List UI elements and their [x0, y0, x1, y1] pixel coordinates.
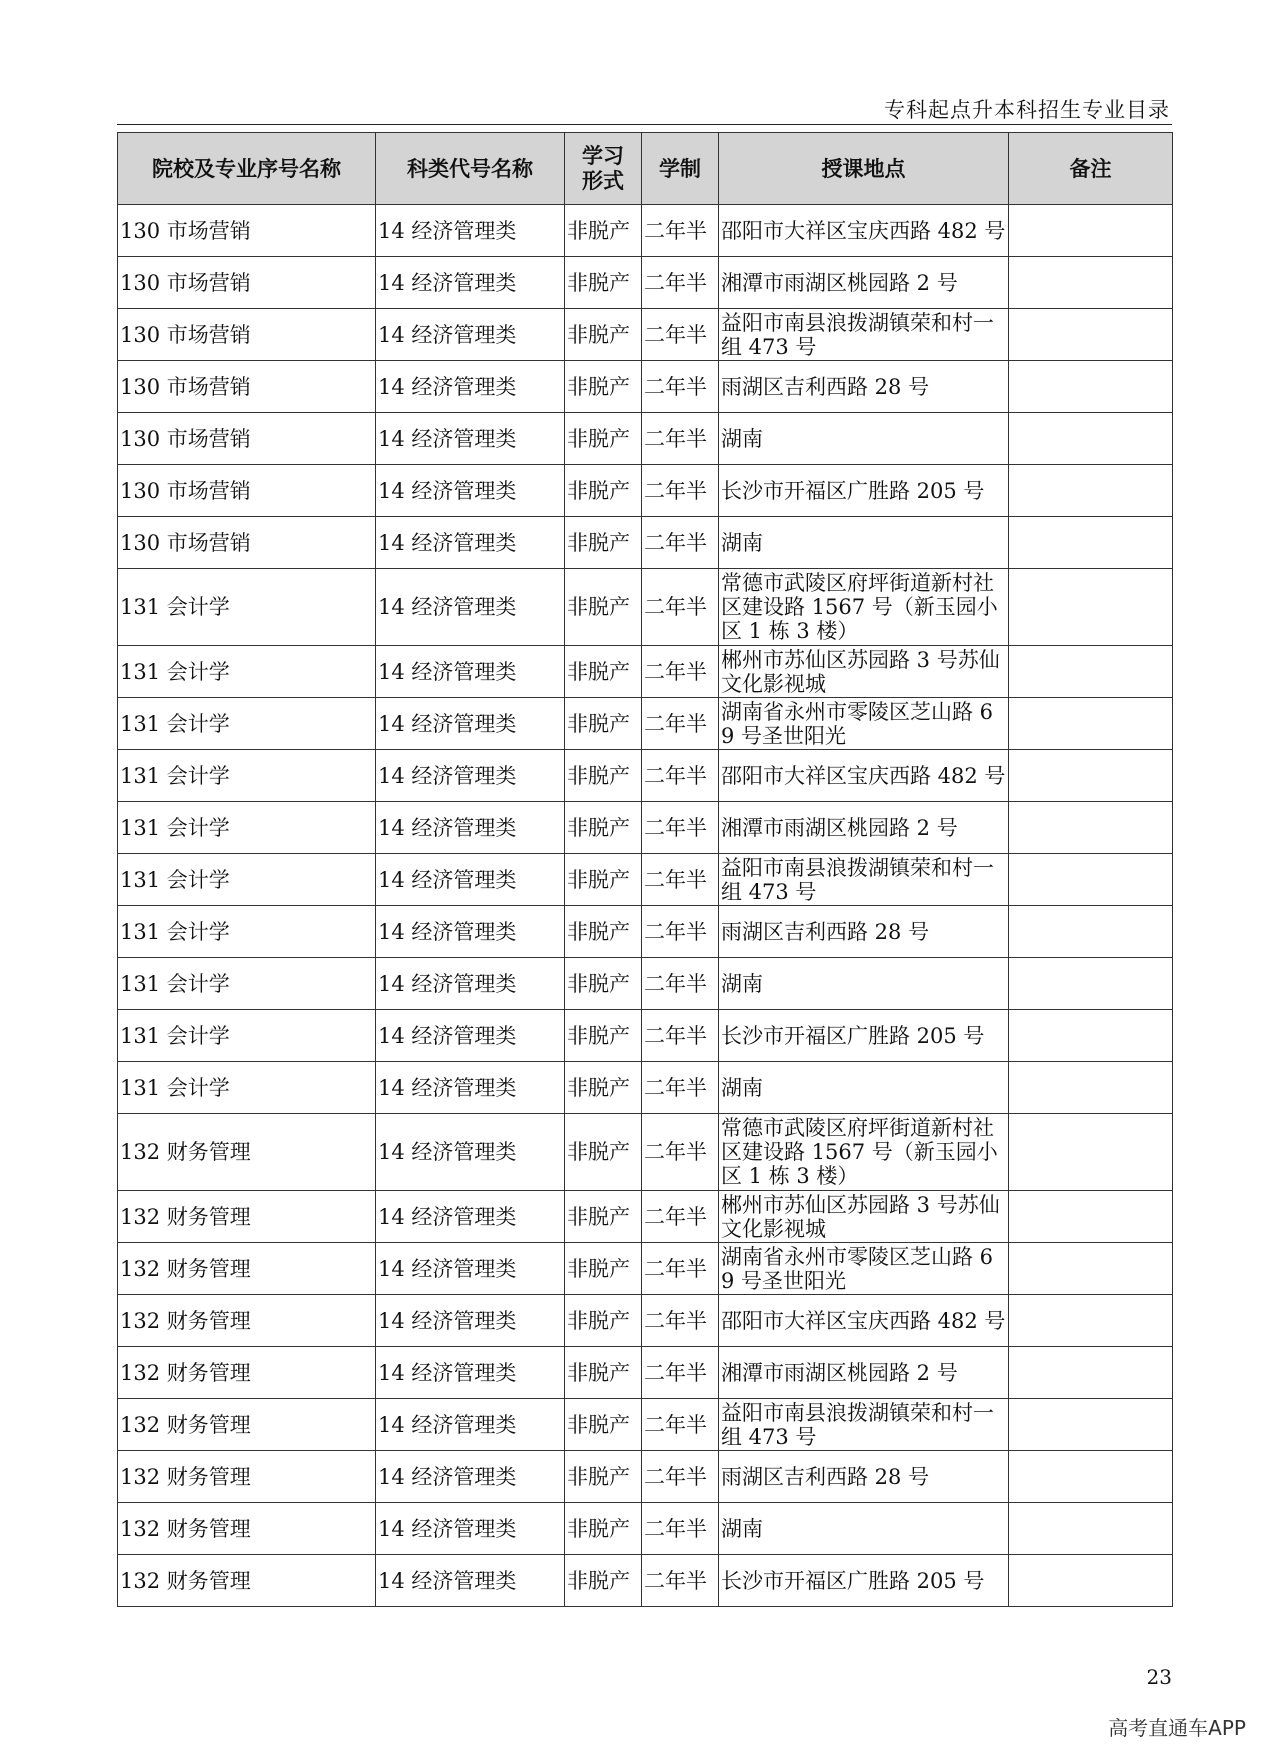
header-duration: 学制	[642, 133, 719, 205]
cell-category: 14 经济管理类	[376, 517, 565, 569]
cell-note	[1009, 1010, 1173, 1062]
cell-duration: 二年半	[642, 958, 719, 1010]
cell-category: 14 经济管理类	[376, 646, 565, 698]
cell-category: 14 经济管理类	[376, 205, 565, 257]
cell-note	[1009, 569, 1173, 646]
cell-major: 131 会计学	[118, 646, 376, 698]
cell-duration: 二年半	[642, 465, 719, 517]
cell-category: 14 经济管理类	[376, 413, 565, 465]
cell-note	[1009, 309, 1173, 361]
table-row	[118, 1114, 1173, 1191]
table-row	[118, 958, 1173, 1010]
cell-duration: 二年半	[642, 1010, 719, 1062]
cell-location: 常德市武陵区府坪街道新村社区建设路 1567 号（新玉园小区 1 栋 3 楼）	[719, 1114, 1009, 1191]
header-study-form-line2: 形式	[582, 168, 624, 193]
cell-major: 130 市场营销	[118, 361, 376, 413]
cell-duration: 二年半	[642, 1114, 719, 1191]
cell-location: 湖南省永州市零陵区芝山路 69 号圣世阳光	[719, 698, 1009, 750]
cell-duration: 二年半	[642, 854, 719, 906]
cell-study-form: 非脱产	[565, 646, 642, 698]
cell-study-form: 非脱产	[565, 1451, 642, 1503]
cell-location: 长沙市开福区广胜路 205 号	[719, 1555, 1009, 1607]
table-row	[118, 802, 1173, 854]
cell-note	[1009, 1399, 1173, 1451]
cell-study-form: 非脱产	[565, 1243, 642, 1295]
cell-category: 14 经济管理类	[376, 802, 565, 854]
cell-location: 长沙市开福区广胜路 205 号	[719, 465, 1009, 517]
cell-category: 14 经济管理类	[376, 257, 565, 309]
cell-note	[1009, 465, 1173, 517]
cell-study-form: 非脱产	[565, 1347, 642, 1399]
header-row	[118, 133, 1173, 205]
cell-location: 益阳市南县浪拨湖镇荣和村一组 473 号	[719, 854, 1009, 906]
cell-major: 130 市场营销	[118, 413, 376, 465]
cell-major: 132 财务管理	[118, 1347, 376, 1399]
cell-duration: 二年半	[642, 906, 719, 958]
table-body	[118, 205, 1173, 1607]
cell-category: 14 经济管理类	[376, 750, 565, 802]
cell-study-form: 非脱产	[565, 906, 642, 958]
cell-category: 14 经济管理类	[376, 1010, 565, 1062]
cell-note	[1009, 1062, 1173, 1114]
cell-note	[1009, 1347, 1173, 1399]
cell-major: 132 财务管理	[118, 1295, 376, 1347]
cell-study-form: 非脱产	[565, 413, 642, 465]
cell-location: 雨湖区吉利西路 28 号	[719, 361, 1009, 413]
table-row	[118, 413, 1173, 465]
cell-note	[1009, 1243, 1173, 1295]
cell-duration: 二年半	[642, 698, 719, 750]
cell-duration: 二年半	[642, 646, 719, 698]
table-row	[118, 205, 1173, 257]
cell-study-form: 非脱产	[565, 1295, 642, 1347]
cell-major: 130 市场营销	[118, 257, 376, 309]
table-header	[118, 133, 1173, 205]
cell-major: 131 会计学	[118, 750, 376, 802]
cell-duration: 二年半	[642, 1555, 719, 1607]
cell-location: 益阳市南县浪拨湖镇荣和村一组 473 号	[719, 1399, 1009, 1451]
cell-duration: 二年半	[642, 257, 719, 309]
header-divider	[117, 124, 1172, 125]
cell-duration: 二年半	[642, 517, 719, 569]
cell-category: 14 经济管理类	[376, 1503, 565, 1555]
table-row	[118, 361, 1173, 413]
cell-category: 14 经济管理类	[376, 1451, 565, 1503]
cell-category: 14 经济管理类	[376, 1347, 565, 1399]
cell-study-form: 非脱产	[565, 205, 642, 257]
cell-study-form: 非脱产	[565, 465, 642, 517]
cell-category: 14 经济管理类	[376, 1243, 565, 1295]
table-row	[118, 1295, 1173, 1347]
cell-study-form: 非脱产	[565, 698, 642, 750]
cell-note	[1009, 517, 1173, 569]
cell-study-form: 非脱产	[565, 1010, 642, 1062]
cell-major: 131 会计学	[118, 854, 376, 906]
cell-study-form: 非脱产	[565, 802, 642, 854]
cell-study-form: 非脱产	[565, 1399, 642, 1451]
cell-duration: 二年半	[642, 413, 719, 465]
cell-duration: 二年半	[642, 1191, 719, 1243]
cell-category: 14 经济管理类	[376, 906, 565, 958]
cell-major: 132 财务管理	[118, 1503, 376, 1555]
table-row	[118, 698, 1173, 750]
cell-location: 湖南	[719, 1503, 1009, 1555]
header-category: 科类代号名称	[376, 133, 565, 205]
cell-location: 湘潭市雨湖区桃园路 2 号	[719, 1347, 1009, 1399]
cell-study-form: 非脱产	[565, 1191, 642, 1243]
cell-note	[1009, 1191, 1173, 1243]
cell-location: 湖南	[719, 958, 1009, 1010]
cell-category: 14 经济管理类	[376, 1114, 565, 1191]
table-row	[118, 854, 1173, 906]
cell-study-form: 非脱产	[565, 517, 642, 569]
cell-note	[1009, 1503, 1173, 1555]
cell-note	[1009, 802, 1173, 854]
cell-note	[1009, 1555, 1173, 1607]
cell-duration: 二年半	[642, 802, 719, 854]
cell-major: 132 财务管理	[118, 1191, 376, 1243]
cell-location: 湖南省永州市零陵区芝山路 69 号圣世阳光	[719, 1243, 1009, 1295]
cell-location: 湘潭市雨湖区桃园路 2 号	[719, 257, 1009, 309]
cell-location: 益阳市南县浪拨湖镇荣和村一组 473 号	[719, 309, 1009, 361]
cell-note	[1009, 1114, 1173, 1191]
cell-major: 132 财务管理	[118, 1243, 376, 1295]
cell-note	[1009, 1451, 1173, 1503]
cell-location: 郴州市苏仙区苏园路 3 号苏仙文化影视城	[719, 646, 1009, 698]
watermark-text: 高考直通车APP	[1108, 1716, 1246, 1740]
cell-category: 14 经济管理类	[376, 1295, 565, 1347]
cell-note	[1009, 413, 1173, 465]
cell-duration: 二年半	[642, 1347, 719, 1399]
cell-study-form: 非脱产	[565, 750, 642, 802]
cell-duration: 二年半	[642, 205, 719, 257]
table-row	[118, 517, 1173, 569]
cell-category: 14 经济管理类	[376, 1191, 565, 1243]
cell-major: 130 市场营销	[118, 309, 376, 361]
header-study-form	[565, 133, 642, 205]
cell-major: 132 财务管理	[118, 1451, 376, 1503]
cell-category: 14 经济管理类	[376, 1555, 565, 1607]
table-row	[118, 257, 1173, 309]
cell-category: 14 经济管理类	[376, 465, 565, 517]
cell-location: 邵阳市大祥区宝庆西路 482 号	[719, 1295, 1009, 1347]
cell-duration: 二年半	[642, 1062, 719, 1114]
table-row	[118, 569, 1173, 646]
header-location: 授课地点	[719, 133, 1009, 205]
table-row	[118, 1555, 1173, 1607]
cell-location: 邵阳市大祥区宝庆西路 482 号	[719, 750, 1009, 802]
cell-study-form: 非脱产	[565, 854, 642, 906]
cell-note	[1009, 906, 1173, 958]
cell-major: 131 会计学	[118, 698, 376, 750]
cell-duration: 二年半	[642, 361, 719, 413]
table-row	[118, 1399, 1173, 1451]
cell-study-form: 非脱产	[565, 1062, 642, 1114]
cell-note	[1009, 646, 1173, 698]
cell-major: 130 市场营销	[118, 205, 376, 257]
cell-study-form: 非脱产	[565, 1503, 642, 1555]
cell-duration: 二年半	[642, 309, 719, 361]
cell-major: 131 会计学	[118, 958, 376, 1010]
table-row	[118, 646, 1173, 698]
cell-duration: 二年半	[642, 569, 719, 646]
cell-note	[1009, 1295, 1173, 1347]
cell-location: 邵阳市大祥区宝庆西路 482 号	[719, 205, 1009, 257]
table-row	[118, 1503, 1173, 1555]
cell-category: 14 经济管理类	[376, 309, 565, 361]
cell-study-form: 非脱产	[565, 1114, 642, 1191]
cell-major: 131 会计学	[118, 1010, 376, 1062]
cell-major: 132 财务管理	[118, 1399, 376, 1451]
page-header-title: 专科起点升本科招生专业目录	[884, 98, 1170, 122]
page-number: 23	[1146, 1665, 1172, 1689]
cell-category: 14 经济管理类	[376, 1062, 565, 1114]
cell-major: 130 市场营销	[118, 465, 376, 517]
cell-location: 雨湖区吉利西路 28 号	[719, 1451, 1009, 1503]
cell-location: 湖南	[719, 517, 1009, 569]
cell-note	[1009, 958, 1173, 1010]
cell-study-form: 非脱产	[565, 1555, 642, 1607]
cell-location: 常德市武陵区府坪街道新村社区建设路 1567 号（新玉园小区 1 栋 3 楼）	[719, 569, 1009, 646]
table-row	[118, 465, 1173, 517]
table-row	[118, 1010, 1173, 1062]
cell-study-form: 非脱产	[565, 569, 642, 646]
cell-note	[1009, 361, 1173, 413]
cell-location: 湖南	[719, 1062, 1009, 1114]
cell-note	[1009, 257, 1173, 309]
cell-study-form: 非脱产	[565, 257, 642, 309]
cell-study-form: 非脱产	[565, 309, 642, 361]
cell-location: 雨湖区吉利西路 28 号	[719, 906, 1009, 958]
cell-category: 14 经济管理类	[376, 1399, 565, 1451]
admission-catalog-table	[117, 132, 1173, 1607]
cell-duration: 二年半	[642, 1451, 719, 1503]
cell-duration: 二年半	[642, 1399, 719, 1451]
header-study-form-line1: 学习	[582, 143, 624, 168]
cell-duration: 二年半	[642, 1243, 719, 1295]
table-row	[118, 1347, 1173, 1399]
cell-location: 湖南	[719, 413, 1009, 465]
cell-duration: 二年半	[642, 1503, 719, 1555]
table-row	[118, 906, 1173, 958]
table-row	[118, 1243, 1173, 1295]
cell-study-form: 非脱产	[565, 361, 642, 413]
header-note: 备注	[1009, 133, 1173, 205]
cell-note	[1009, 698, 1173, 750]
cell-category: 14 经济管理类	[376, 958, 565, 1010]
cell-category: 14 经济管理类	[376, 698, 565, 750]
header-major: 院校及专业序号名称	[118, 133, 376, 205]
cell-note	[1009, 750, 1173, 802]
cell-category: 14 经济管理类	[376, 569, 565, 646]
cell-major: 131 会计学	[118, 802, 376, 854]
cell-category: 14 经济管理类	[376, 854, 565, 906]
cell-major: 130 市场营销	[118, 517, 376, 569]
cell-major: 131 会计学	[118, 906, 376, 958]
cell-note	[1009, 854, 1173, 906]
table-row	[118, 1451, 1173, 1503]
cell-location: 郴州市苏仙区苏园路 3 号苏仙文化影视城	[719, 1191, 1009, 1243]
cell-duration: 二年半	[642, 1295, 719, 1347]
cell-major: 131 会计学	[118, 1062, 376, 1114]
cell-category: 14 经济管理类	[376, 361, 565, 413]
table-row	[118, 750, 1173, 802]
cell-major: 132 财务管理	[118, 1114, 376, 1191]
cell-major: 132 财务管理	[118, 1555, 376, 1607]
table-row	[118, 1191, 1173, 1243]
cell-location: 湘潭市雨湖区桃园路 2 号	[719, 802, 1009, 854]
cell-major: 131 会计学	[118, 569, 376, 646]
cell-study-form: 非脱产	[565, 958, 642, 1010]
table-row	[118, 309, 1173, 361]
table-row	[118, 1062, 1173, 1114]
cell-duration: 二年半	[642, 750, 719, 802]
cell-location: 长沙市开福区广胜路 205 号	[719, 1010, 1009, 1062]
cell-note	[1009, 205, 1173, 257]
